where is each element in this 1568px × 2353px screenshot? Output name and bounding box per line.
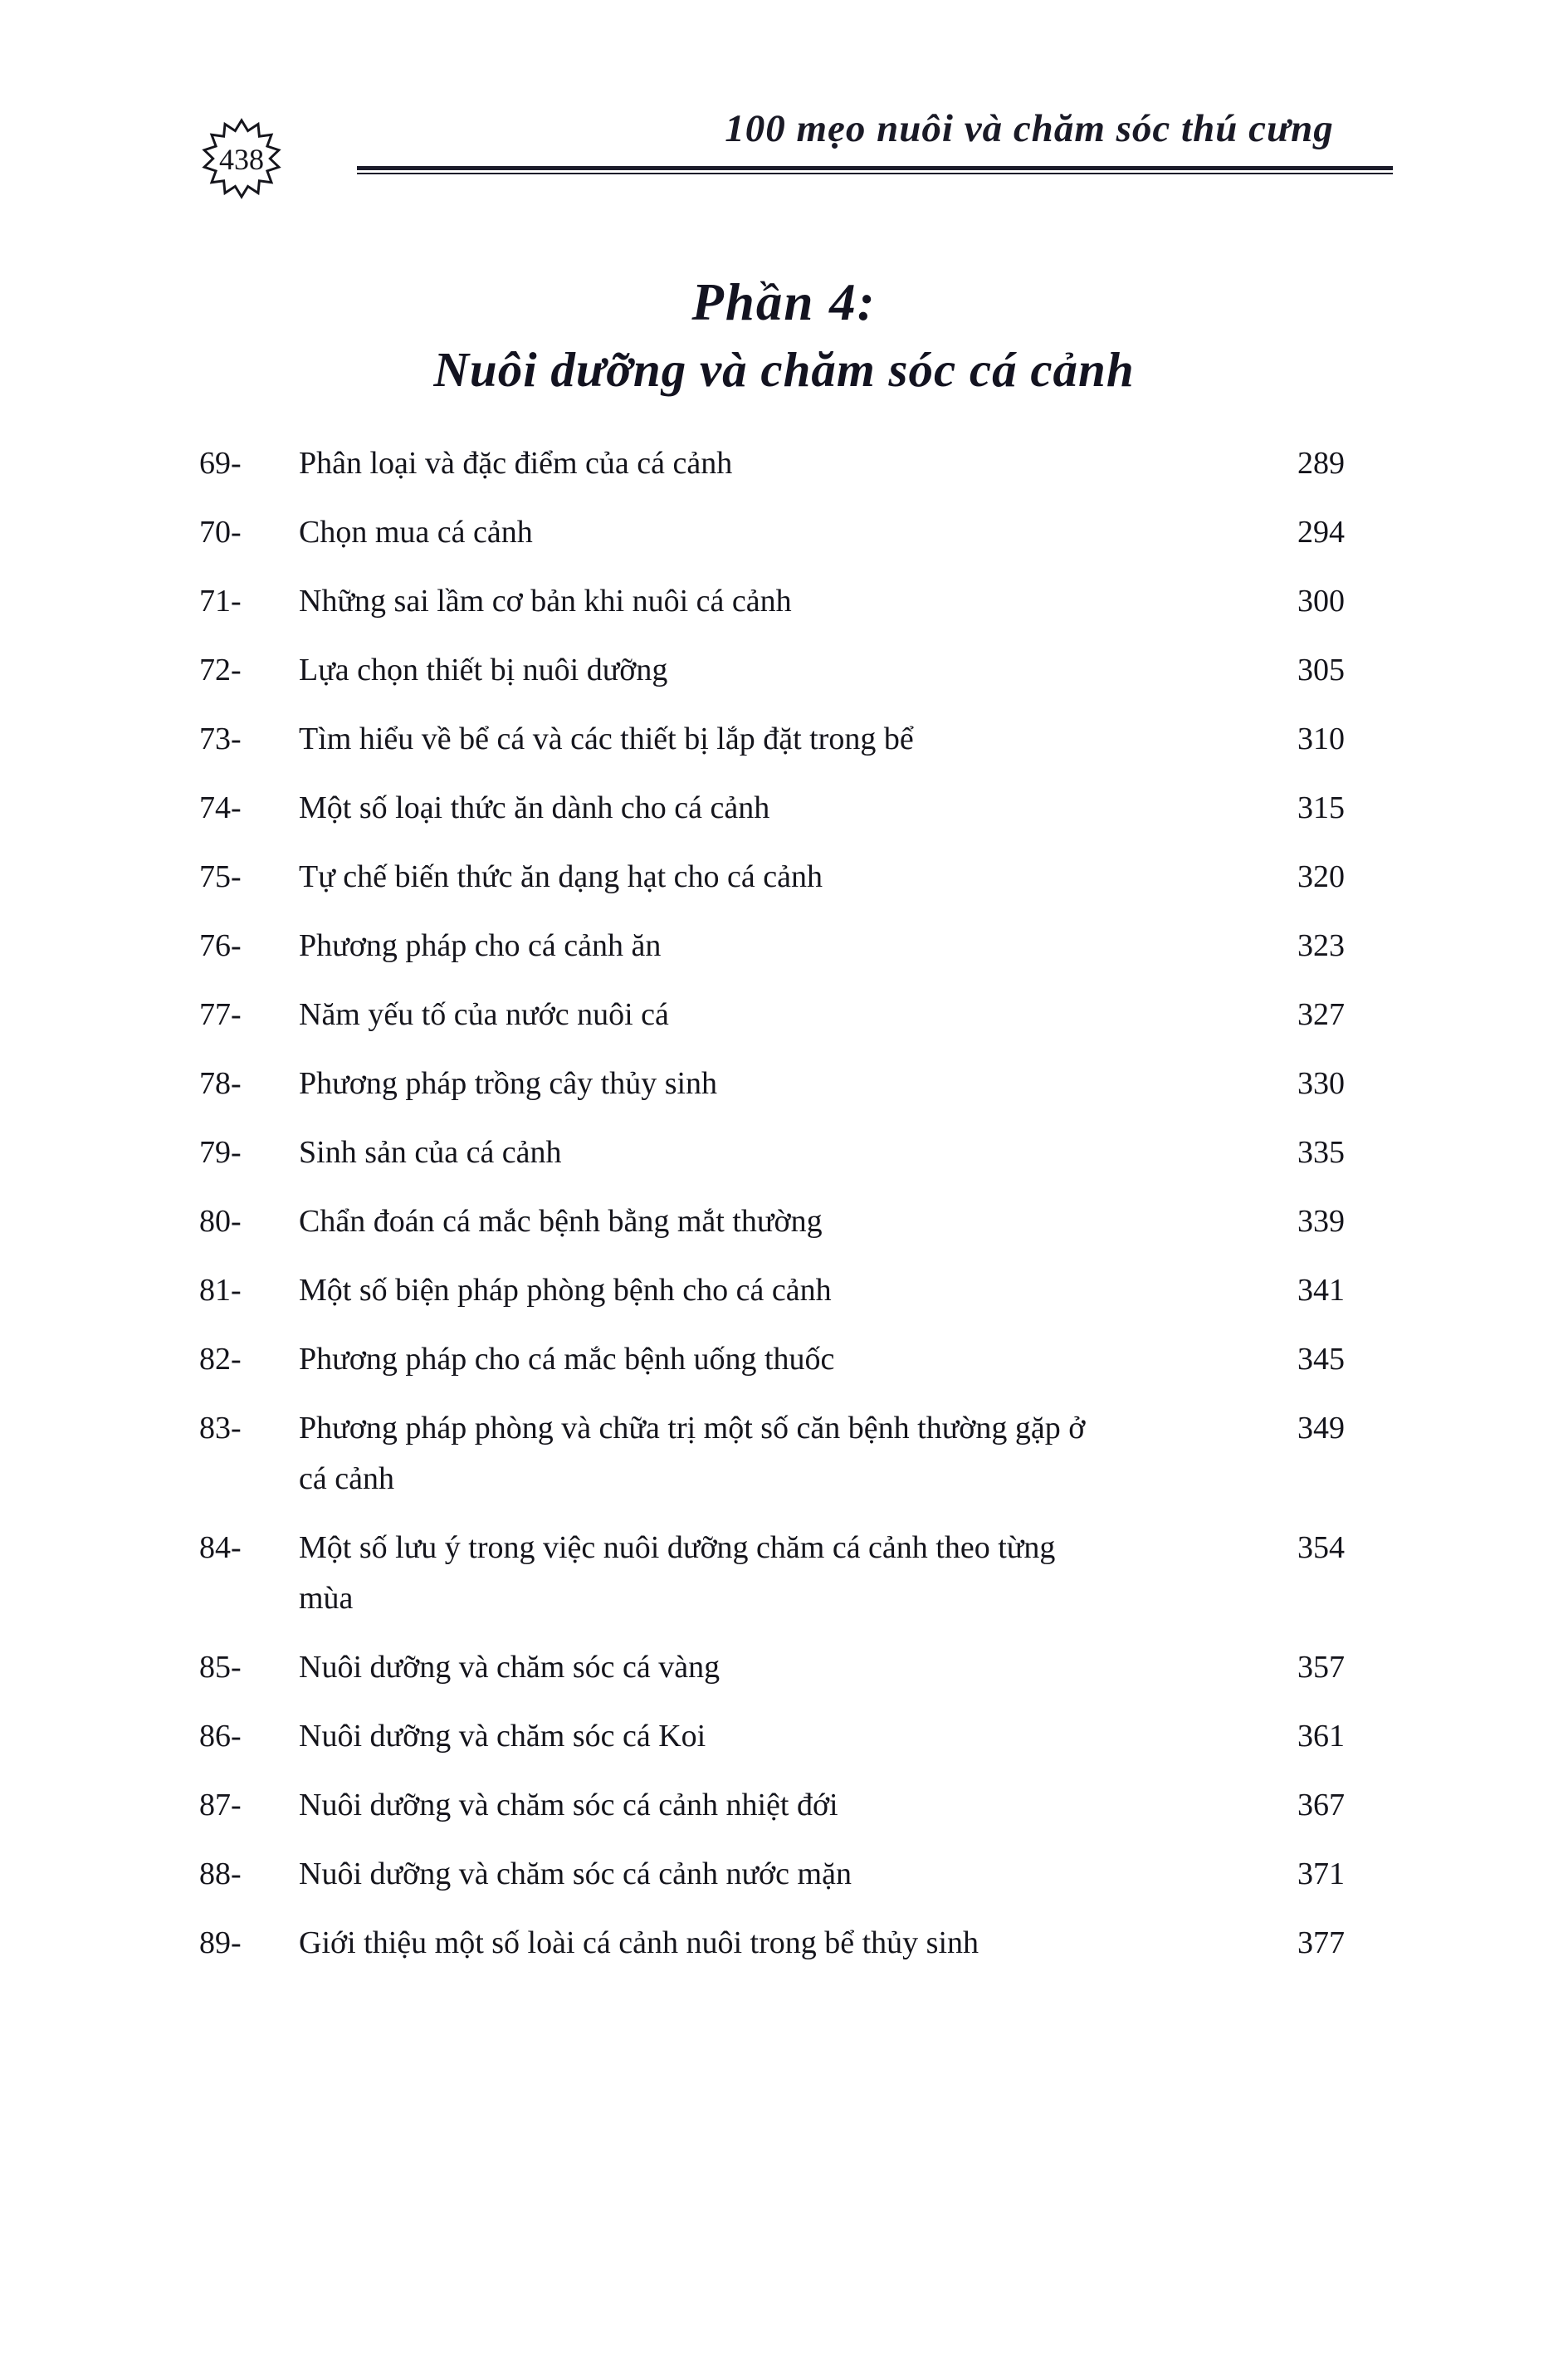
- toc-item-title: Tự chế biến thức ăn dạng hạt cho cá cảnh: [299, 859, 823, 894]
- toc-item-number: 75-: [199, 859, 242, 894]
- toc-item-number: 89-: [199, 1925, 242, 1960]
- toc-item-number: 70-: [199, 515, 242, 550]
- toc-row: [199, 1780, 1345, 1831]
- toc-item-page: 330: [1297, 1066, 1345, 1101]
- toc-item-number: 76-: [199, 928, 242, 963]
- header-divider: [357, 166, 1393, 170]
- toc-item-number: 72-: [199, 653, 242, 687]
- toc-item-page: 320: [1297, 859, 1345, 894]
- toc-row: [199, 1334, 1345, 1385]
- toc-item-number: 87-: [199, 1788, 242, 1822]
- toc-item-number: 78-: [199, 1066, 242, 1101]
- toc-item-page: 315: [1297, 790, 1345, 825]
- toc-row: [199, 1918, 1345, 1969]
- toc-item-title: Giới thiệu một số loài cá cảnh nuôi trong bể thủy sinh: [299, 1925, 979, 1960]
- toc-item-title: Nuôi dưỡng và chăm sóc cá vàng: [299, 1650, 720, 1685]
- toc-item-number: 79-: [199, 1135, 242, 1170]
- page-number: 438: [219, 143, 264, 176]
- page-header: [0, 0, 1568, 199]
- toc-row: [199, 714, 1345, 765]
- page-number-badge: [201, 118, 282, 199]
- section-heading: [0, 272, 1568, 399]
- toc-item-title: Lựa chọn thiết bị nuôi dưỡng: [299, 653, 668, 687]
- toc-item-title: Nuôi dưỡng và chăm sóc cá Koi: [299, 1719, 706, 1754]
- toc-row: [199, 576, 1345, 627]
- toc-item-number: 82-: [199, 1342, 242, 1377]
- book-title: 100 mẹo nuôi và chăm sóc thú cưng: [725, 107, 1334, 150]
- toc-item-title: Những sai lầm cơ bản khi nuôi cá cảnh: [299, 584, 792, 619]
- toc-item-page: 349: [1297, 1411, 1345, 1446]
- part-title: Nuôi dưỡng và chăm sóc cá cảnh: [433, 342, 1135, 397]
- toc-item-page: 367: [1297, 1788, 1345, 1822]
- toc-item-title: Năm yếu tố của nước nuôi cá: [299, 997, 669, 1032]
- toc-item-page: 345: [1297, 1342, 1345, 1377]
- toc-item-page: 341: [1297, 1273, 1345, 1308]
- toc-item-title: Phân loại và đặc điểm của cá cảnh: [299, 446, 733, 481]
- toc-row: [199, 990, 1345, 1040]
- toc-row: [199, 507, 1345, 558]
- toc-item-number: 80-: [199, 1204, 242, 1239]
- toc-item-page: 339: [1297, 1204, 1345, 1239]
- toc-item-title: Chẩn đoán cá mắc bệnh bằng mắt thường: [299, 1204, 823, 1239]
- toc-row: [199, 438, 1345, 489]
- toc-item-title: Phương pháp phòng và chữa trị một số căn bệnh thường gặp ở cá cảnh: [299, 1411, 1086, 1496]
- toc-item-number: 74-: [199, 790, 242, 825]
- toc-item-page: 289: [1297, 446, 1345, 481]
- toc-row: [199, 1403, 1345, 1504]
- toc-item-number: 83-: [199, 1411, 242, 1446]
- toc-row: [199, 783, 1345, 834]
- toc-item-title: Phương pháp cho cá cảnh ăn: [299, 928, 662, 963]
- toc-item-number: 86-: [199, 1719, 242, 1754]
- toc-item-title: Sinh sản của cá cảnh: [299, 1135, 562, 1170]
- toc-item-number: 84-: [199, 1530, 242, 1565]
- toc-item-number: 77-: [199, 997, 242, 1032]
- toc-item-page: 361: [1297, 1719, 1345, 1754]
- toc-item-title: Một số biện pháp phòng bệnh cho cá cảnh: [299, 1273, 832, 1308]
- toc-item-title: Nuôi dưỡng và chăm sóc cá cảnh nhiệt đới: [299, 1788, 838, 1822]
- toc-row: [199, 852, 1345, 903]
- toc-item-title: Phương pháp trồng cây thủy sinh: [299, 1066, 718, 1101]
- toc-item-number: 69-: [199, 446, 242, 481]
- toc-item-number: 85-: [199, 1650, 242, 1685]
- toc-item-page: 335: [1297, 1135, 1345, 1170]
- part-label: Phần 4:: [691, 273, 877, 331]
- toc-item-page: 371: [1297, 1856, 1345, 1891]
- toc-item-title: Nuôi dưỡng và chăm sóc cá cảnh nước mặn: [299, 1856, 852, 1891]
- toc-item-title: Một số loại thức ăn dành cho cá cảnh: [299, 790, 770, 825]
- toc-item-page: 357: [1297, 1650, 1345, 1685]
- toc-row: [199, 1128, 1345, 1178]
- toc-item-title: Chọn mua cá cảnh: [299, 515, 533, 550]
- toc-item-number: 81-: [199, 1273, 242, 1308]
- toc-item-title: Phương pháp cho cá mắc bệnh uống thuốc: [299, 1342, 835, 1377]
- toc-row: [199, 1849, 1345, 1900]
- toc-row: [199, 1196, 1345, 1247]
- toc-item-page: 377: [1297, 1925, 1345, 1960]
- toc-item-page: 310: [1297, 722, 1345, 756]
- toc-item-page: 354: [1297, 1530, 1345, 1565]
- toc-row: [199, 921, 1345, 971]
- toc-row: [199, 645, 1345, 696]
- toc-item-page: 327: [1297, 997, 1345, 1032]
- toc-item-number: 71-: [199, 584, 242, 619]
- toc-row: [199, 1265, 1345, 1316]
- toc-row: [199, 1642, 1345, 1693]
- toc-item-page: 305: [1297, 653, 1345, 687]
- toc-item-page: 300: [1297, 584, 1345, 619]
- toc-item-number: 73-: [199, 722, 242, 756]
- toc-item-page: 294: [1297, 515, 1345, 550]
- toc-item-title: Tìm hiểu về bể cá và các thiết bị lắp đặt trong bể: [299, 722, 914, 756]
- toc-list: [199, 438, 1345, 1969]
- toc-item-title: Một số lưu ý trong việc nuôi dưỡng chăm cá cảnh theo từng mùa: [299, 1530, 1056, 1616]
- toc-item-page: 323: [1297, 928, 1345, 963]
- toc-row: [199, 1711, 1345, 1762]
- toc-row: [199, 1059, 1345, 1109]
- toc-row: [199, 1523, 1345, 1624]
- toc-item-number: 88-: [199, 1856, 242, 1891]
